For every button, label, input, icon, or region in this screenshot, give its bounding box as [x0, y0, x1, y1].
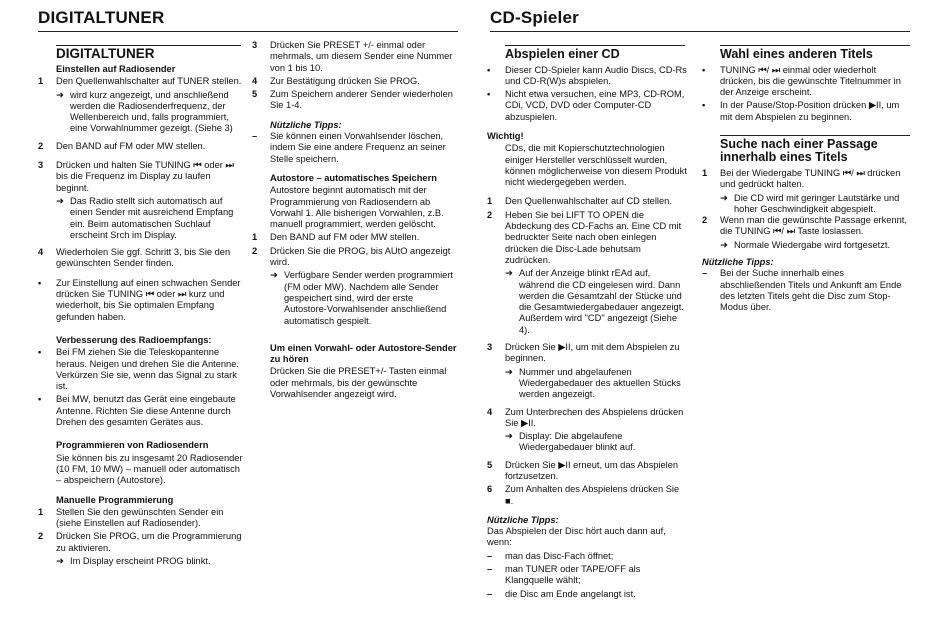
search-step-1-result: ➜ Die CD wird mit geringer Lautstärke und hoher Geschwindigkeit abgespielt. — [720, 192, 900, 214]
subsection-manuell: Manuelle Programmierung — [56, 494, 174, 505]
step-3-result: ➜ Das Radio stellt sich automatisch auf einen Sender mit ausreichend Empfang ein. Beim automatischen Suchlauf erscheint Srch im Display. — [56, 195, 234, 240]
subsection-programmieren: Programmieren von Radiosendern — [56, 440, 209, 451]
manual-step-2: 2 Drücken Sie PROG, um die Programmierung zu aktivieren. — [38, 531, 242, 553]
bullet-unsupported-discs: • Nicht etwa versuchen, eine MP3, CD-ROM, CDi, VCD, DVD oder Computer-CD abzuspielen. — [487, 89, 685, 122]
autostore-step-2-result: ➜ Verfügbare Sender werden programmiert (FM oder MW). Nachdem alle Sender gespeichert sind, wird der erste Autostore-Vorwahlsender anschließend automatisch gespielt. — [270, 270, 453, 326]
arrow-right-icon: ➜ — [505, 268, 513, 279]
autostore-step-2: 2 Drücken Sie die PROG, bis AUtO angezeigt wird. — [252, 245, 451, 268]
arrow-right-icon: ➜ — [56, 89, 64, 100]
cd-step-3-result: ➜ Nummer und abgelaufenen Wiedergabedauer des aktuellen Stücks werden angezeigt. — [505, 366, 681, 400]
left-header-rule — [38, 31, 458, 32]
tip-delete-preset: – Sie können einen Vorwahlsender löschen, indem Sie eine andere Frequenz an seiner Stelle speichern. — [252, 131, 446, 164]
arrow-right-icon: ➜ — [720, 239, 728, 250]
column-4 — [702, 48, 910, 316]
tips-heading: Nützliche Tipps: — [270, 119, 342, 130]
section-title-wahl: Wahl eines anderen Titels — [720, 47, 873, 61]
arrow-right-icon: ➜ — [505, 366, 513, 377]
bullet-supported-discs: • Dieser CD-Spieler kann Audio Discs, CD-Rs und CD-R(W)s abspielen. — [487, 64, 687, 86]
manual-step-1: 1 Stellen Sie den gewünschten Sender ein (siehe Einstellen auf Radiosender). — [38, 506, 224, 529]
listen-preset-text: Drücken Sie die PRESET+/- Tasten einmal oder mehrmals, bis der gewünschte Vorwahlsender angezeigt wird. — [270, 366, 447, 400]
step-2: 2 Den BAND auf FM oder MW stellen. — [38, 140, 206, 151]
column-2 — [252, 40, 458, 402]
cd-step-3: 3 Drücken Sie ▶II, um mit dem Abspielen zu beginnen. — [487, 342, 680, 364]
warning-heading: Wichtig! — [487, 130, 524, 141]
cd-step-1: 1 Den Quellenwahlschalter auf CD stellen. — [487, 196, 672, 207]
arrow-right-icon: ➜ — [56, 555, 64, 566]
right-header-rule — [490, 31, 910, 32]
bullet-select-track: • TUNING ⏮/ ⏭ einmal oder wiederholt drücken, bis die gewünschte Titelnummer in der Anzeige erscheint. — [702, 64, 901, 98]
search-step-2-result: ➜ Normale Wiedergabe wird fortgesetzt. — [720, 239, 891, 250]
subsection-verbesserung: Verbesserung des Radioempfangs: — [56, 334, 212, 345]
left-page-header: DIGITALTUNER — [38, 8, 165, 27]
cd-step-2-result: ➜ Auf der Anzeige blinkt rEAd auf, während die CD eingelesen wird. Dann werden die Gesamtzahl der Stücke und die Gesamtwiedergabedauer angezeigt. Außerdem wird "CD" angezeigt (Siehe 4). — [505, 268, 684, 335]
manual-step-3: 3 Drücken Sie PRESET +/- einmal oder mehrmals, um diesem Sender eine Nummer von 1 bis 10. — [252, 40, 453, 73]
bullet-mw: • Bei MW, benutzt das Gerät eine eingebaute Antenne. Richten Sie diese Antenne durch Drehen des gesamten Gerätes aus. — [38, 394, 236, 428]
arrow-right-icon: ➜ — [720, 192, 728, 203]
col3-rule — [505, 45, 685, 46]
subsection-einstellen: Einstellen auf Radiosender — [56, 64, 176, 74]
col4-rule — [720, 45, 910, 46]
arrow-right-icon: ➜ — [56, 195, 64, 206]
col4-rule-2 — [720, 135, 910, 136]
section-title-digitaltuner: DIGITALTUNER — [56, 46, 155, 61]
autostore-text: Autostore beginnt automatisch mit der Programmierung von Radiosendern ab Vorwahl 1. Alle bisherigen Vorwahlen, z.B. manuell programmiert, werden gelöscht. — [270, 185, 444, 230]
bullet-start-play: • In der Pause/Stop-Position drücken ▶II, um mit dem Abspielen zu beginnen. — [702, 100, 900, 122]
step-4: 4 Wiederholen Sie ggf. Schritt 3, bis Sie den gewünschten Sender finden. — [38, 247, 231, 269]
manual-step-4: 4 Zur Bestätigung drücken Sie PROG. — [252, 75, 420, 86]
programming-text: Sie können bis zu insgesamt 20 Radiosender (10 FM, 10 MW) – manuell oder automatisch – abspeichern (Autostore). — [56, 452, 243, 486]
cd-step-4-result: ➜ Display: Die abgelaufene Wiedergabedauer blinkt auf. — [505, 431, 636, 453]
manual-step-5: 5 Zum Speichern anderer Sender wiederholen Sie 1-4. — [252, 89, 453, 111]
step-3: 3 Drücken und halten Sie TUNING ⏮ oder ⏭ bis die Frequenz im Display zu laufen beginnt. — [38, 160, 234, 193]
manual-step-2-result: ➜ Im Display erscheint PROG blinkt. — [56, 555, 211, 566]
tip-stop-3: – die Disc am Ende angelangt ist. — [487, 588, 636, 599]
tips-heading-cd: Nützliche Tipps: — [487, 514, 559, 525]
bullet-fm: • Bei FM ziehen Sie die Teleskopantenne heraus. Neigen und drehen Sie die Antenne. Verkürzen Sie sie, wenn das Signal zu stark ist. — [38, 347, 239, 392]
tips-heading-search: Nützliche Tipps: — [702, 257, 774, 268]
autostore-step-1: 1 Den BAND auf FM oder MW stellen. — [252, 232, 420, 243]
section-title-abspielen: Abspielen einer CD — [505, 47, 620, 61]
tip-search-end: – Bei der Suche innerhalb eines abschließenden Titels und Ankunft am Ende des letzten Titels geht die Disc zum Stop-Modus über. — [702, 268, 902, 313]
warning-text: CDs, die mit Kopierschutztechnologien einiger Hersteller verschlüsselt wurden, können möglicherweise von diesem Produkt nicht wiedergegeben werden. — [505, 143, 687, 188]
tips-text-cd: Das Abspielen der Disc hört auch dann auf, wenn: — [487, 526, 666, 548]
search-step-1: 1 Bei der Wiedergabe TUNING ⏮/ ⏭ drücken und gedrückt halten. — [702, 167, 901, 190]
right-page-header: CD-Spieler — [490, 8, 579, 27]
step-1-result: ➜ wird kurz angezeigt, und anschließend werden die Radiosenderfrequenz, der Wellenbereich und, falls programmiert, eine Vorwahlnummer gezeigt. (Siehe 3) — [56, 89, 233, 134]
column-1 — [38, 46, 244, 567]
step-1: 1 Den Quellenwahlschalter auf TUNER stellen. — [38, 76, 242, 87]
cd-step-6: 6 Zum Anhalten des Abspielens drücken Sie ■. — [487, 484, 680, 506]
arrow-right-icon: ➜ — [270, 270, 278, 281]
arrow-right-icon: ➜ — [505, 431, 513, 442]
subsection-listen-preset: Um einen Vorwahl- oder Autostore-Sender zu hören — [270, 342, 457, 365]
column-3 — [487, 48, 687, 602]
subsection-autostore: Autostore – automatisches Speichern — [270, 172, 437, 183]
bullet-weak-station: • Zur Einstellung auf einen schwachen Sender drücken Sie TUNING ⏮ oder ⏭ kurz und wiederholt, bis Sie optimalen Empfang gefunden haben. — [38, 277, 241, 322]
section-title-suche: Suche nach einer Passage innerhalb eines Titels — [720, 136, 878, 165]
cd-step-5: 5 Drücken Sie ▶II erneut, um das Abspielen fortzusetzen. — [487, 459, 679, 481]
tip-stop-2: – man TUNER oder TAPE/OFF als Klangquelle wählt; — [487, 564, 641, 586]
tip-stop-1: – man das Disc-Fach öffnet; — [487, 550, 614, 561]
cd-step-2: 2 Heben Sie bei LIFT TO OPEN die Abdeckung des CD-Fachs an. Eine CD mit bedruckter Seite nach oben einlegen drücken die Disc-Lade behutsam zudrücken. — [487, 209, 682, 265]
cd-step-4: 4 Zum Unterbrechen des Abspielens drücken Sie ▶II. — [487, 406, 684, 428]
search-step-2: 2 Wenn man die gewünschte Passage erkennt, die TUNING ⏮/ ⏭ Taste loslassen. — [702, 215, 907, 237]
